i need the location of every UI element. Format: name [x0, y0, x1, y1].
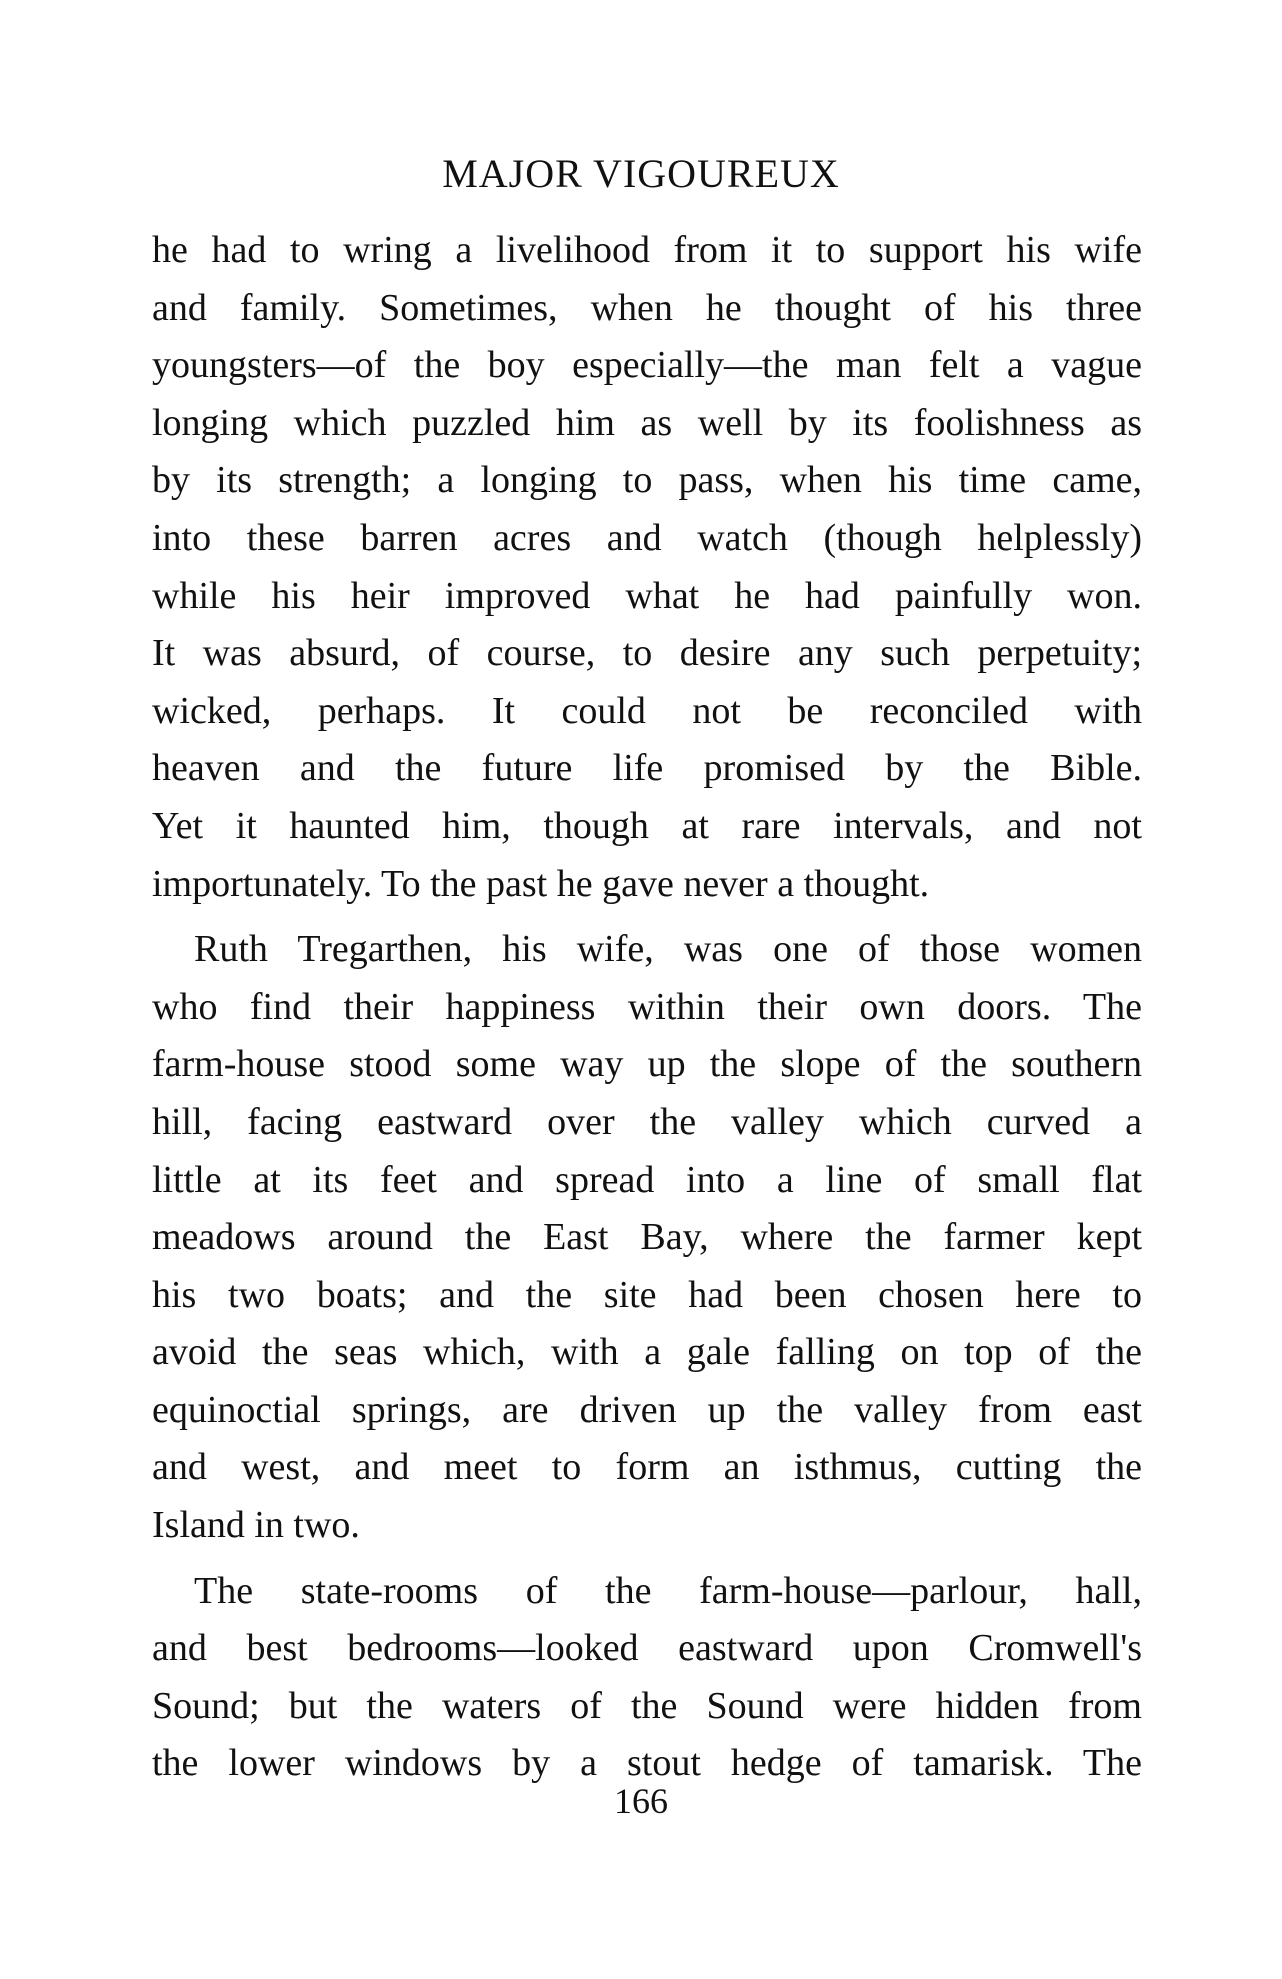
text-line: hill, facing eastward over the valley which curved a [152, 1100, 1142, 1143]
text-line: and family. Sometimes, when he thought of his three [152, 286, 1142, 329]
paragraph-gap [152, 1555, 1142, 1563]
text-line: avoid the seas which, with a gale falling on top of the [152, 1331, 1142, 1374]
text-line: his two boats; and the site had been chosen here to [152, 1273, 1142, 1316]
text-line: Island in two. [152, 1504, 360, 1547]
text-line: wicked, perhaps. It could not be reconciled with [152, 689, 1142, 732]
paragraph-gap [152, 913, 1142, 921]
text-line: by its strength; a longing to pass, when his time came, [152, 459, 1142, 502]
text-line: equinoctial springs, are driven up the valley from east [152, 1388, 1142, 1431]
text-line: into these barren acres and watch (though helplessly) [152, 516, 1142, 559]
text-line: Ruth Tregarthen, his wife, was one of those women [194, 928, 1142, 971]
text-line: youngsters—of the boy especially—the man felt a vague [152, 344, 1142, 387]
text-line: heaven and the future life promised by the Bible. [152, 747, 1142, 790]
text-line: the lower windows by a stout hedge of tamarisk. The [152, 1742, 1142, 1785]
text-line: who find their happiness within their own doors. The [152, 985, 1142, 1028]
paragraph [152, 1563, 1142, 1793]
page-number: 166 [614, 1781, 668, 1821]
text-line: The state-rooms of the farm-house—parlour, hall, [194, 1569, 1142, 1612]
text-line: importunately. To the past he gave never a thought. [152, 862, 930, 905]
text-line: farm-house stood some way up the slope of the southern [152, 1043, 1142, 1086]
text-line: Yet it haunted him, though at rare intervals, and not [152, 804, 1142, 847]
text-line: he had to wring a livelihood from it to support his wife [152, 229, 1142, 271]
running-head: MAJOR VIGOUREUX [442, 151, 840, 196]
text-line: little at its feet and spread into a line of small flat [152, 1158, 1142, 1201]
body-text [152, 222, 1142, 1793]
text-line: while his heir improved what he had painfully won. [152, 574, 1142, 617]
text-line: and best bedrooms—looked eastward upon Cromwell's [152, 1627, 1142, 1670]
paragraph [152, 921, 1142, 1555]
text-line: longing which puzzled him as well by its foolishness as [152, 401, 1142, 444]
paragraph [152, 222, 1142, 913]
text-line: Sound; but the waters of the Sound were hidden from [152, 1684, 1142, 1727]
text-line: It was absurd, of course, to desire any such perpetuity; [152, 632, 1142, 675]
text-line: and west, and meet to form an isthmus, cutting the [152, 1446, 1142, 1489]
text-line: meadows around the East Bay, where the farmer kept [152, 1216, 1142, 1259]
